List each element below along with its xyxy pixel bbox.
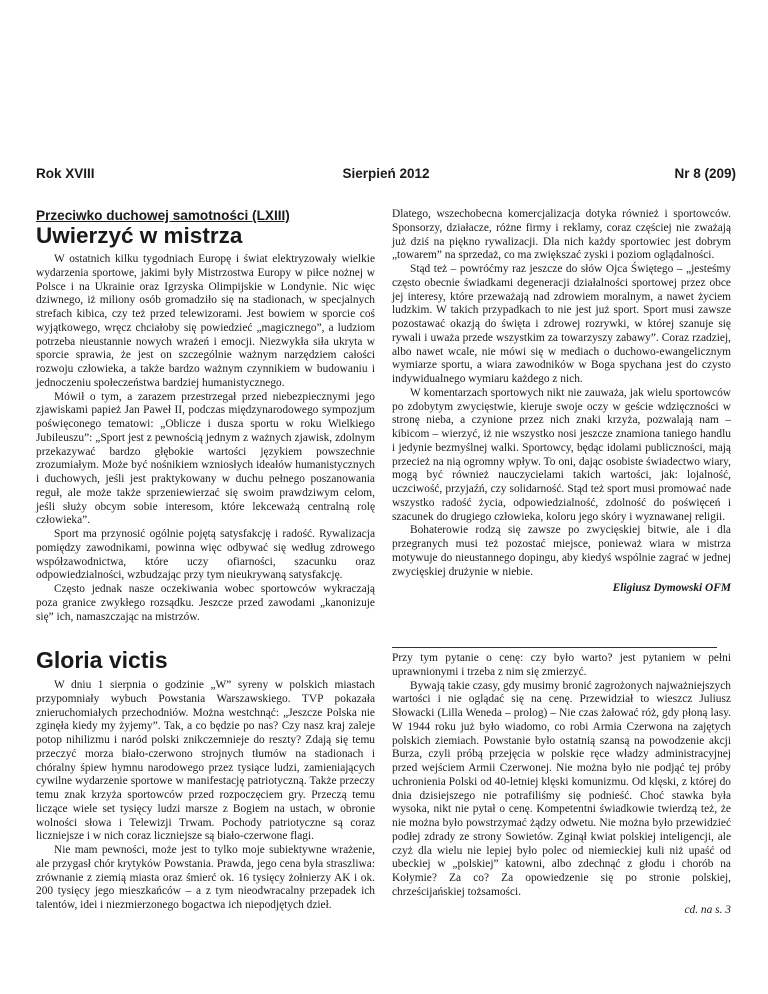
article2-right-column [392, 652, 731, 917]
article1-left-column [36, 208, 375, 624]
article1-paragraph: Często jednak nasze oczekiwania wobec sportowców wykraczają poza granice zwykłego rozsądku. Jeszcze przed zawodami „kanonizuje się” ich, namaszczając na mistrzów. [36, 583, 375, 623]
article2-paragraph: Przy tym pytanie o cenę: czy było warto? jest pytaniem w pełni uprawnionymi i trzeba z nim się zmierzyć. [392, 652, 731, 678]
article1-title: Uwierzyć w mistrza [36, 223, 243, 248]
article1-right-column [392, 208, 731, 596]
article1-paragraph: Sport ma przynosić ogólnie pojętą satysfakcję i radość. Rywalizacja pomiędzy zawodnikami, powinna więc odbywać się według zdrowego współzawodnictwa, które uczy ofiarności, szacunku oraz odpowiedzialności, wzbudzając przy tym nieukrywaną satysfakcję. [36, 528, 375, 582]
article1-paragraph: W ostatnich kilku tygodniach Europę i świat elektryzowały wielkie wydarzenia sportowe, jakimi były Mistrzostwa Europy w piłce nożnej w Polsce i na Ukrainie oraz Igrzyska Olimpijskie w Londynie. Nic więc dziwnego, iż miliony osób gromadziło się na stadionach, w specjalnych strefach kibica, czy też przed telewizorami. Jest bowiem w sporcie coś wyjątkowego, wręcz chciałoby się powiedzieć „magicznego”, a ludziom potrzeba nieustannie nowych wrażeń i emocji. Niezwykła siła ukryta w sporcie sprawia, że jest on szczególnie ważnym narzędziem całości rozwoju człowieka, a także bardzo ważnym czynnikiem w budowaniu i jednoczeniu społeczeństwa bardziej humanistycznego. [36, 253, 375, 389]
article2-title: Gloria victis [36, 647, 168, 673]
article-divider [392, 647, 717, 648]
article1-paragraph: Bohaterowie rodzą się zawsze po zwycięskiej bitwie, ale i dla przegranych musi też pozostać miejsce, ponieważ wiara w mistrza motywuje do nieustannego dopingu, aby kiedyś wspólnie zagrać w jednej zwycięskiej drużynie w niebie. [392, 524, 731, 578]
continued-note: cd. na s. 3 [684, 903, 731, 916]
article2-paragraph: W dniu 1 sierpnia o godzinie „W” syreny w polskich miastach przypomniały wybuch Powstania Warszawskiego. TVP pokazała znieruchomiałych przechodniów. Można westchnąć: „Jeszcze Polska nie zginęła kiedy my żyjemy”. Tak, a co będzie po nas? Czy nasz kraj zaleje potop nihilizmu i naród polski znikczemnieje do reszty? Zdają się temu przeczyć morza biało-czerwono strojnych tłumów na stadionach i chóralny śpiew hymnu narodowego przez tysiące ludzi, zamieniających cywilne wydarzenie sportowe w manifestację patriotyczną. Także przeczy temu znak krzyża sportowców przed rozpoczęciem gry. Przeczą temu liczące wiele set tysięcy ludzi marsze z Bogiem na ustach, w obronie wolności słowa i Telewizji Trwam. Pochody patriotyczne są coraz liczniejsze i w nich coraz liczniejsze są biało-czerwone flagi. [36, 679, 375, 843]
issue-number: Nr 8 (209) [674, 166, 736, 181]
page-header [36, 166, 736, 186]
article1-paragraph: Dlatego, wszechobecna komercjalizacja dotyka również i sportowców. Sponsorzy, działacze, różne firmy i reklamy, coraz częściej nie zważają już dziś na piękno rywalizacji. Dla nich każdy sportowiec jest dobrym „towarem” na sprzedaż, co ma zwiększać zyski i poziom oglądalności. [392, 208, 731, 262]
article1-paragraph: Mówił o tym, a zarazem przestrzegał przed niebezpiecznymi jego zjawiskami papież Jan Paweł II, podczas międzynarodowego sympozjum poświęconego tematowi: „Oblicze i dusza sportu w roku Wielkiego Jubileuszu”: „Sport jest z pewnością jednym z ważnych zjawisk, zdolnym przekazywać bardzo głębokie wartości językiem powszechnie zrozumiałym. Może być nośnikiem wzniosłych ideałów humanistycznych i duchowych, jeśli jest praktykowany w duchu pełnego poszanowania reguł, ale może także sprzeniewierzać się swoim prawdziwym celom, jeśli służy obcym sobie interesom, które lekceważą centralną rolę człowieka”. [36, 390, 375, 527]
article2-paragraph: Bywają takie czasy, gdy musimy bronić zagrożonych najważniejszych wartości i nie oglądać się na cenę. Przewidział to wieszcz Juliusz Słowacki (Lilla Weneda – prolog) – Nie czas żałować róż, gdy płoną lasy. W 1944 roku już było wiadomo, co robi Armia Czerwona na zajętych polskich ziemiach. Powstanie było ostatnią szansą na powodzenie akcji Burza, czyli próbą przejęcia w polskie ręce władzy administracyjnej przed wejściem Armii Czerwonej. Nie można było nie podjąć tej próby uchronienia Polski od 40-letniej klęski komunizmu. Od klęski, z której do dnia dzisiejszego nie potrafiliśmy się podnieść. Choć stawka była wysoka, nikt nie pytał o cenę. Kompetentni świadkowie twierdzą też, że nie można było powstrzymać żądzy odwetu. Nie można było przewidzieć podłej zdrady ze strony Sowietów. Zginął kwiat polskiej inteligencji, ale czyż dla wielu nie lepiej było polec od niemieckiej kuli niż upaść od ubeckiej w „polskiej” katowni, albo zdechnąć z głodu i chorób na Kołymie? Za co? Za opowiedzenie się po stronie polskiej, chrześcijańskiej tożsamości. [392, 679, 731, 898]
article1-author: Eligiusz Dymowski OFM [612, 582, 731, 595]
series-title: Przeciwko duchowej samotności (LXIII) [36, 208, 290, 223]
issue-date: Sierpień 2012 [342, 166, 430, 181]
article1-paragraph: Stąd też – powróćmy raz jeszcze do słów Ojca Świętego – „jesteśmy często obecnie świadkami degeneracji działalności sportowej przez obce jej interesy, które przeważają nad zdrowiem moralnym, a nawet życiem ludzkim. W takich przypadkach to nie jest już sport. Sport musi zawsze pozostawać okazją do święta i zdrowej rozrywki, w której szanuje się rywali i uważa przede wszystkim za towarzyszy zabawy”. Coraz rzadziej, albo nawet wcale, nie mówi się w mediach o duchowo-ewangelicznym wymiarze sportu, a wiara zawodników w Boga spychana jest do czysto indywidualnego wymiaru każdego z nich. [392, 263, 731, 385]
article2-left-column [36, 647, 375, 913]
article1-paragraph: W komentarzach sportowych nikt nie zauważa, jak wielu sportowców po zdobytym zwycięstwie, kieruje swoje oczy w geście wdzięczności w stronę nieba, a czynione przez nich znaki krzyża, pozwalają nam – kibicom – wierzyć, iż nie wszystko nosi jeszcze znamiona taniego handlu i jedynie bezmyślnej walki. Sportowcy, będąc idolami publiczności, mają przecież na nią ogromny wpływ. To oni, dając osobiste świadectwo wiary, mogą być również nauczycielami takich wartości, jak: lojalność, uczciwość, przyjaźń, czy solidarność. Stąd też sport musi promować nade wszystko radość życia, odpowiedzialność, zdolność do poświęceń i szacunek do drugiego człowieka, koloru jego skóry i wyznawanej religii. [392, 386, 731, 523]
article2-paragraph: Nie mam pewności, może jest to tylko moje subiektywne wrażenie, ale przygasł chór krytyków Powstania. Prawda, jego cena była straszliwa: zrównanie z ziemią miasta oraz śmierć ok. 16 tysięcy żołnierzy AK i ok. 200 tysięcy jego mieszkańców – a z tym nieodwracalny przepadek ich talentów, idei i niezmierzonego bogactwa ich niepodjętych dzieł. [36, 844, 375, 911]
volume-year: Rok XVIII [36, 166, 95, 181]
